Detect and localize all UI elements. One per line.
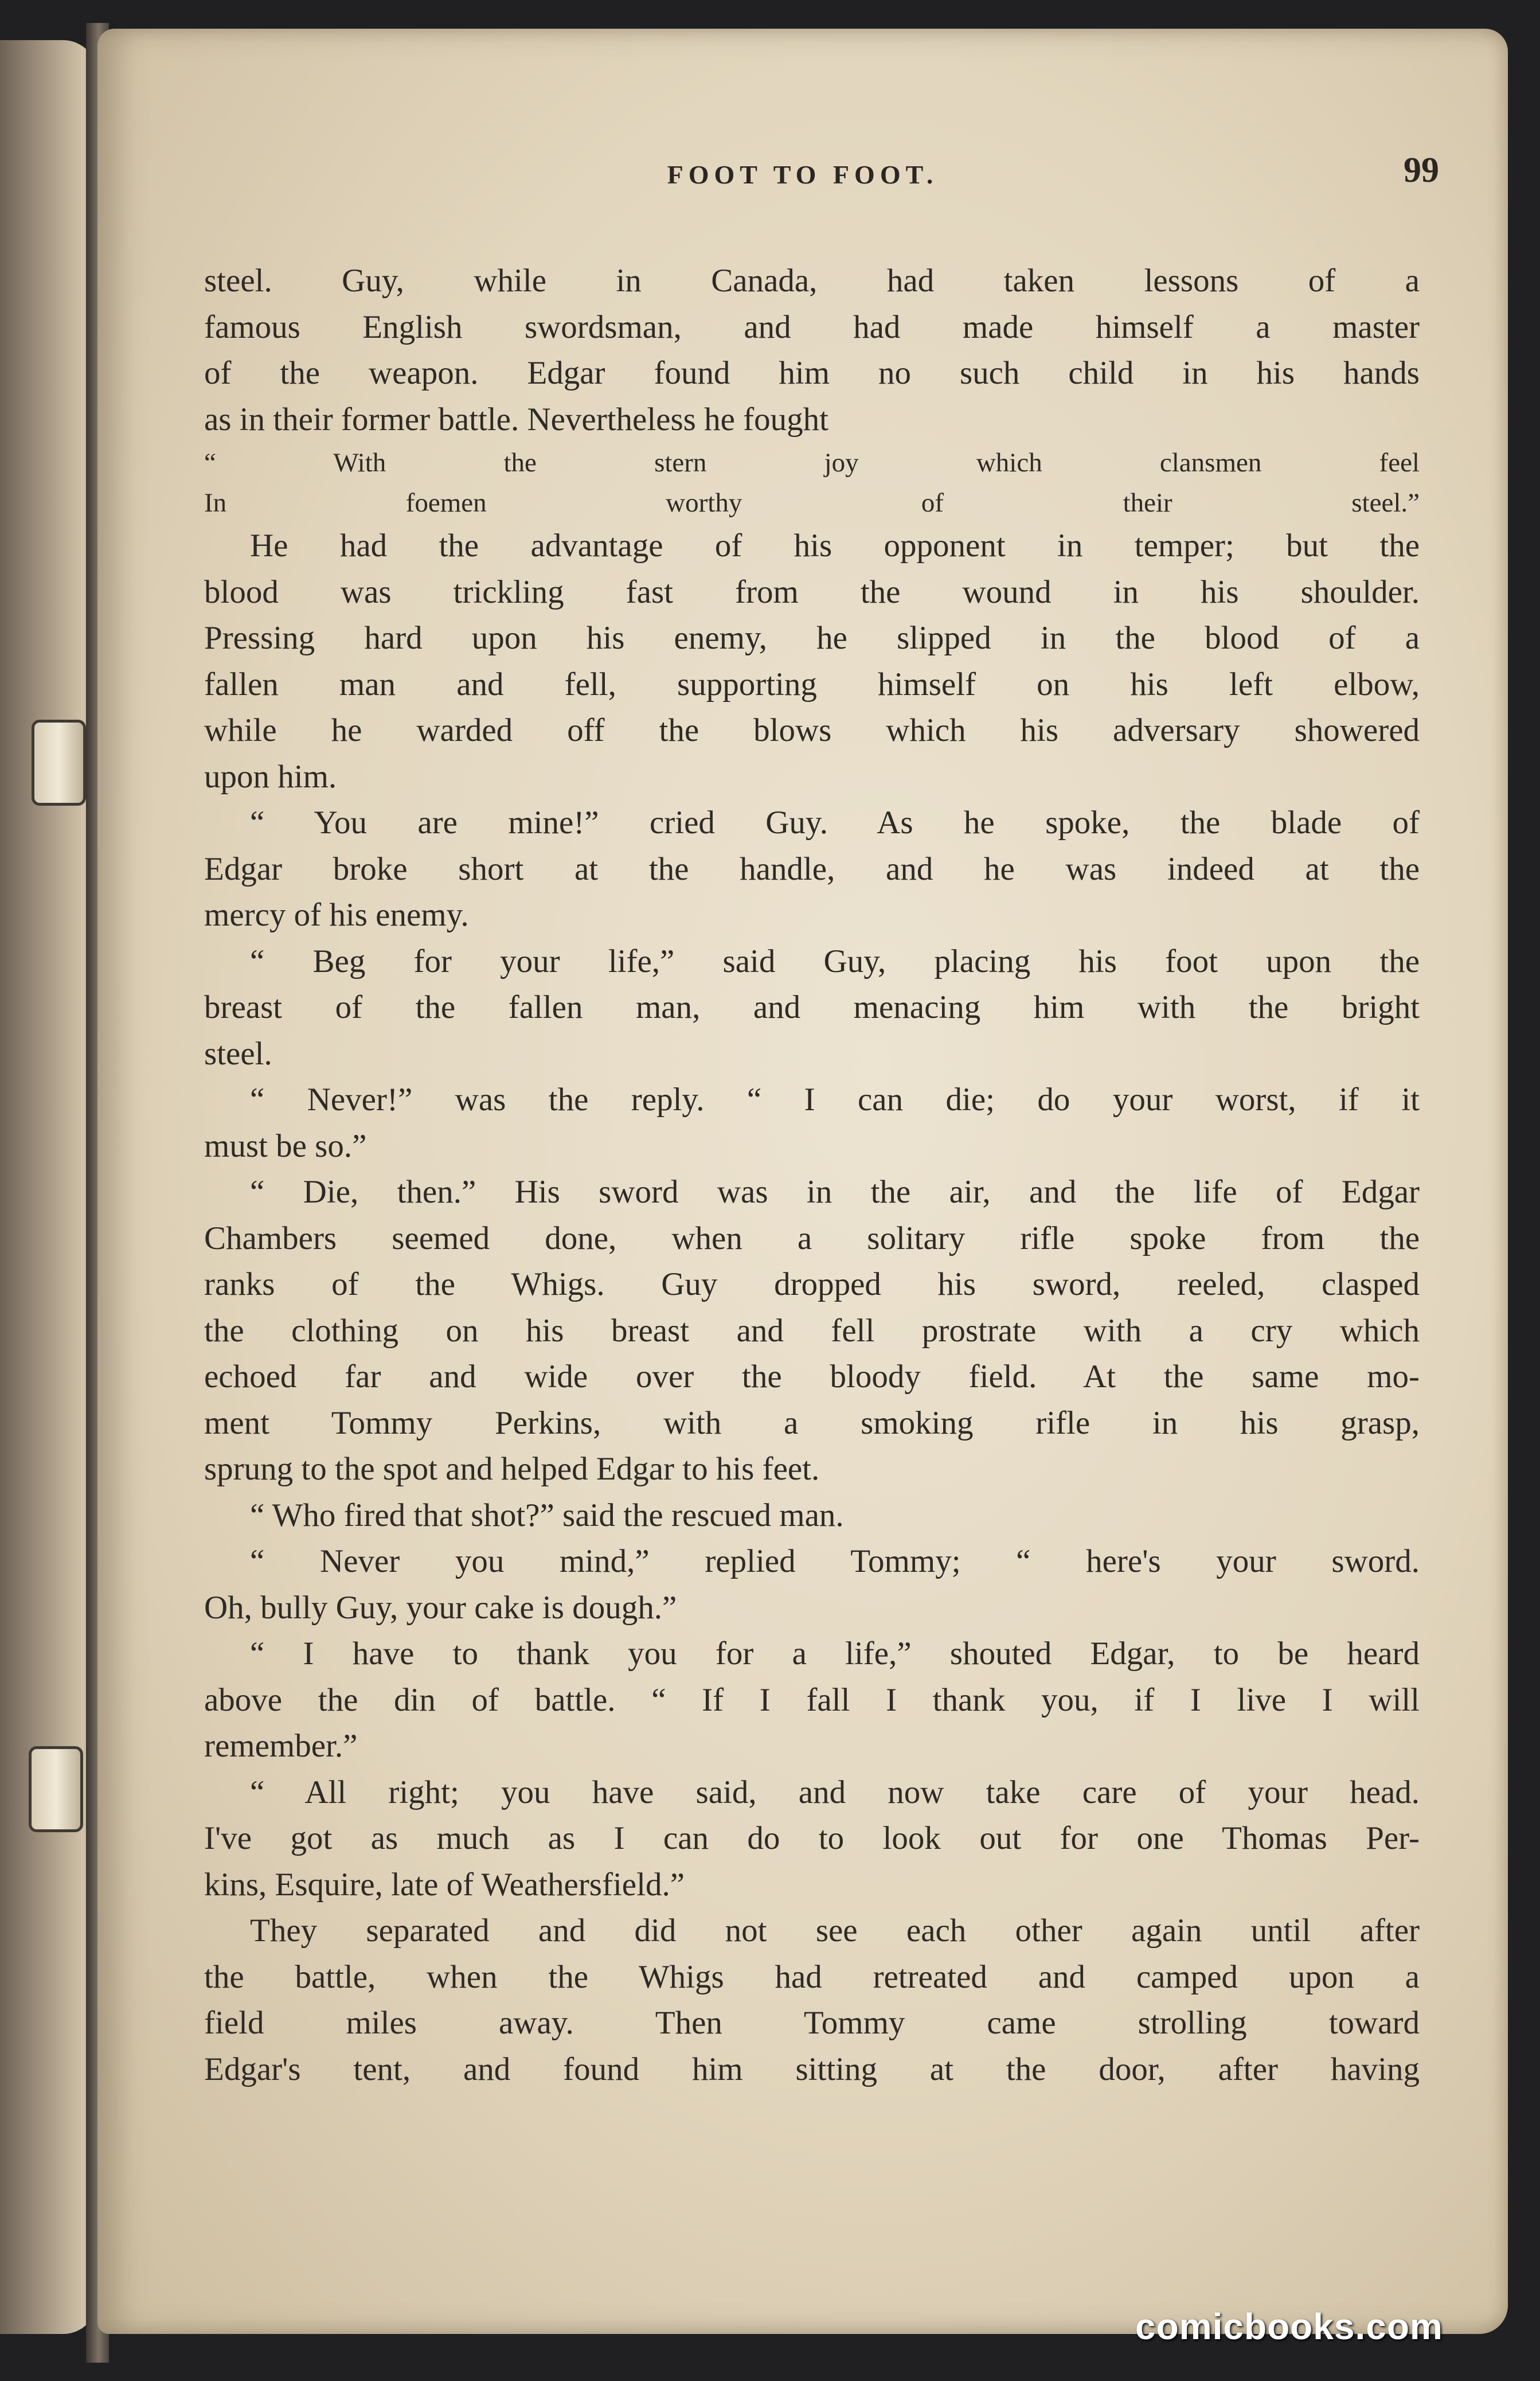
text-line: echoed far and wide over the bloody field. At the same mo- xyxy=(204,1359,1420,1395)
text-line: Pressing hard upon his enemy, he slipped in the blood of a xyxy=(204,620,1420,656)
text-line: I've got as much as I can do to look out for one Thomas Per- xyxy=(204,1820,1420,1856)
text-line: fallen man and fell, supporting himself on his left elbow, xyxy=(204,666,1420,702)
text-line: “ Never!” was the reply. “ I can die; do your worst, if it xyxy=(250,1082,1420,1118)
text-line: above the din of battle. “ If I fall I thank you, if I live I will xyxy=(204,1681,1420,1718)
text-line: kins, Esquire, late of Weathersfield.” xyxy=(204,1866,685,1903)
text-line: He had the advantage of his opponent in temper; but the xyxy=(250,528,1420,564)
text-line: Edgar's tent, and found him sitting at the door, after having xyxy=(204,2051,1420,2087)
binding-stitch xyxy=(29,1746,83,1832)
text-line: “ All right; you have said, and now take care of your head. xyxy=(250,1774,1420,1810)
text-line: breast of the fallen man, and menacing him with the bright xyxy=(204,989,1420,1025)
text-line: ment Tommy Perkins, with a smoking rifle in his grasp, xyxy=(204,1404,1420,1441)
text-line: upon him. xyxy=(204,758,337,795)
text-line: steel. Guy, while in Canada, had taken lessons of a xyxy=(204,263,1420,299)
text-line: famous English swordsman, and had made himself a master xyxy=(204,309,1420,345)
text-line: They separated and did not see each other again until after xyxy=(250,1912,1420,1949)
text-line: Chambers seemed done, when a solitary rifle spoke from the xyxy=(204,1220,1420,1256)
previous-page-edge xyxy=(0,40,97,2334)
text-line: “ Never you mind,” replied Tommy; “ here's your sword. xyxy=(250,1543,1420,1579)
text-line: of the weapon. Edgar found him no such child in his hands xyxy=(204,355,1420,391)
text-line: mercy of his enemy. xyxy=(204,897,469,933)
text-line: the battle, when the Whigs had retreated and camped upon a xyxy=(204,1958,1420,1995)
text-line: “ Die, then.” His sword was in the air, and the life of Edgar xyxy=(250,1174,1420,1210)
binding-stitch xyxy=(32,720,86,806)
watermark: comicbooks.com xyxy=(1135,2306,1443,2347)
verse-line: “ With the stern joy which clansmen feel xyxy=(204,448,1420,478)
text-line: as in their former battle. Nevertheless he fought xyxy=(204,401,828,438)
verse-line: In foemen worthy of their steel.” xyxy=(204,488,1420,518)
text-line: Oh, bully Guy, your cake is dough.” xyxy=(204,1589,677,1626)
text-line: the clothing on his breast and fell prostrate with a cry which xyxy=(204,1312,1420,1349)
text-line: steel. xyxy=(204,1035,272,1072)
text-line: field miles away. Then Tommy came strolling toward xyxy=(204,2005,1420,2041)
text-line: blood was trickling fast from the wound in his shoulder. xyxy=(204,573,1420,610)
book-page xyxy=(97,29,1508,2334)
body-text xyxy=(204,258,1420,2093)
text-line: while he warded off the blows which his adversary showered xyxy=(204,712,1420,748)
text-line: remember.” xyxy=(204,1728,358,1764)
running-head: FOOT TO FOOT. xyxy=(667,160,939,189)
text-line: “ I have to thank you for a life,” shouted Edgar, to be heard xyxy=(250,1636,1420,1672)
text-line: must be so.” xyxy=(204,1127,367,1164)
text-line: “ You are mine!” cried Guy. As he spoke, the blade of xyxy=(250,805,1420,841)
text-line: Edgar broke short at the handle, and he was indeed at the xyxy=(204,850,1420,887)
page-number: 99 xyxy=(1404,151,1439,190)
text-line: “ Who fired that shot?” said the rescued man. xyxy=(250,1497,844,1533)
text-line: ranks of the Whigs. Guy dropped his sword, reeled, clasped xyxy=(204,1266,1420,1302)
text-line: sprung to the spot and helped Edgar to his feet. xyxy=(204,1451,820,1487)
text-line: “ Beg for your life,” said Guy, placing his foot upon the xyxy=(250,943,1420,979)
